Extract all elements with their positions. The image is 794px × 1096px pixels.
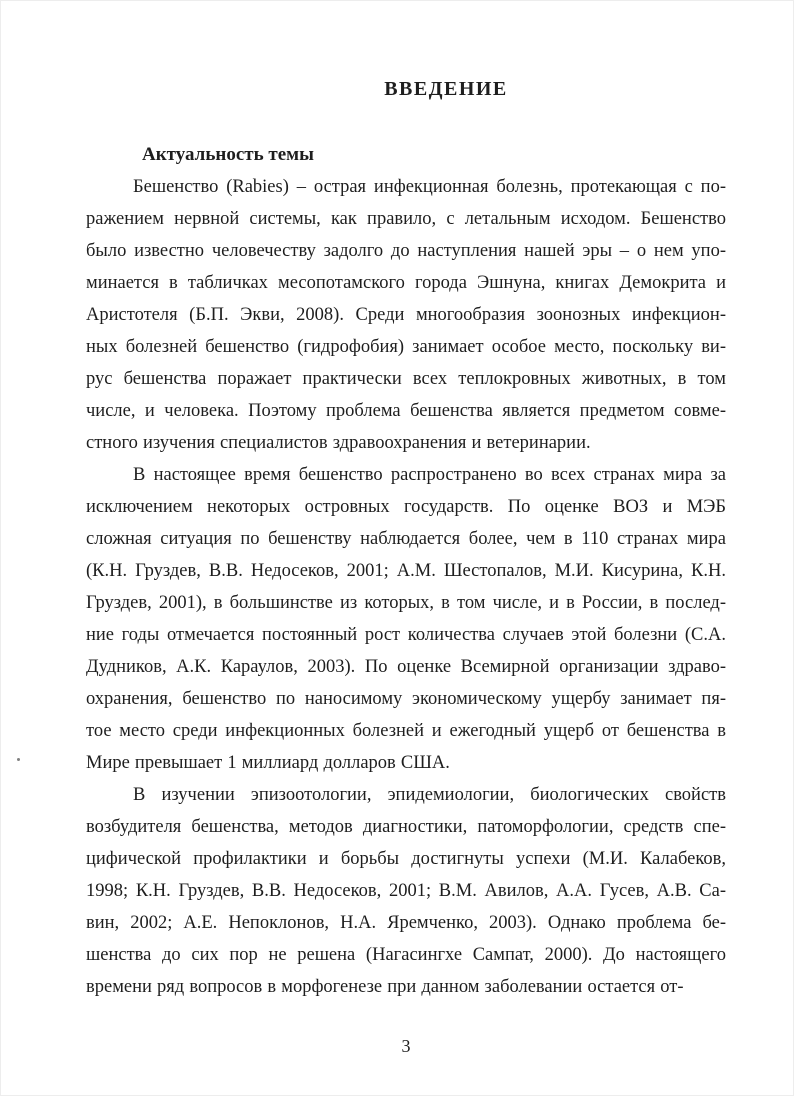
text-line: ных болезней бешенство (гидрофобия) занимает особое место, поскольку ви- [86,337,726,357]
page-number: 3 [401,1036,411,1056]
text-line: минается в табличках месопотамского города Эшнуна, книгах Демокрита и [86,273,726,293]
body-text [86,171,726,1003]
text-line: В изучении эпизоотологии, эпидемиологии, биологических свойств [133,785,726,805]
text-line: вин, 2002; А.Е. Непоклонов, Н.А. Яремченко, 2003). Однако проблема бе- [86,913,726,933]
text-line: числе, и человека. Поэтому проблема бешенства является предметом совме- [86,401,726,421]
text-line: рус бешенства поражает практически всех теплокровных животных, в том [86,369,726,389]
text-line: В настоящее время бешенство распространено во всех странах мира за [133,465,726,485]
text-line: охранения, бешенство по наносимому экономическому ущербу занимает пя- [86,689,726,709]
text-line: шенства до сих пор не решена (Нагасингхе Сампат, 2000). До настоящего [86,945,726,965]
paragraph [86,779,726,1003]
page-title: ВВЕДЕНИЕ [384,78,508,100]
text-line: исключением некоторых островных государств. По оценке ВОЗ и МЭБ [86,497,726,517]
text-line: было известно человечеству задолго до наступления нашей эры – о нем упо- [86,241,726,261]
text-line: времени ряд вопросов в морфогенезе при данном заболевании остается от- [86,977,684,997]
margin-speck [17,758,20,761]
text-line: Мире превышает 1 миллиард долларов США. [86,753,450,773]
text-line: Бешенство (Rabies) – острая инфекционная болезнь, протекающая с по- [133,177,726,197]
text-line: Дудников, А.К. Караулов, 2003). По оценке Всемирной организации здраво- [86,657,726,677]
text-line: ражением нервной системы, как правило, с летальным исходом. Бешенство [86,209,726,229]
text-line: сложная ситуация по бешенству наблюдается более, чем в 110 странах мира [86,529,726,549]
text-line: стного изучения специалистов здравоохранения и ветеринарии. [86,433,591,453]
paragraph [86,171,726,459]
text-line: возбудителя бешенства, методов диагностики, патоморфологии, средств спе- [86,817,726,837]
text-line: Груздев, 2001), в большинстве из которых, в том числе, и в России, в послед- [86,593,726,613]
text-line: тое место среди инфекционных болезней и ежегодный ущерб от бешенства в [86,721,726,741]
text-line: 1998; К.Н. Груздев, В.В. Недосеков, 2001; В.М. Авилов, А.А. Гусев, А.В. Са- [86,881,726,901]
text-line: Аристотеля (Б.П. Экви, 2008). Среди многообразия зоонозных инфекцион- [86,305,726,325]
text-line: цифической профилактики и борьбы достигнуты успехи (М.И. Калабеков, [86,849,726,869]
section-heading: Актуальность темы [142,144,314,165]
text-line: ние годы отмечается постоянный рост количества случаев этой болезни (С.А. [86,625,726,645]
paragraph [86,459,726,779]
text-line: (К.Н. Груздев, В.В. Недосеков, 2001; А.М. Шестопалов, М.И. Кисурина, К.Н. [86,561,726,581]
